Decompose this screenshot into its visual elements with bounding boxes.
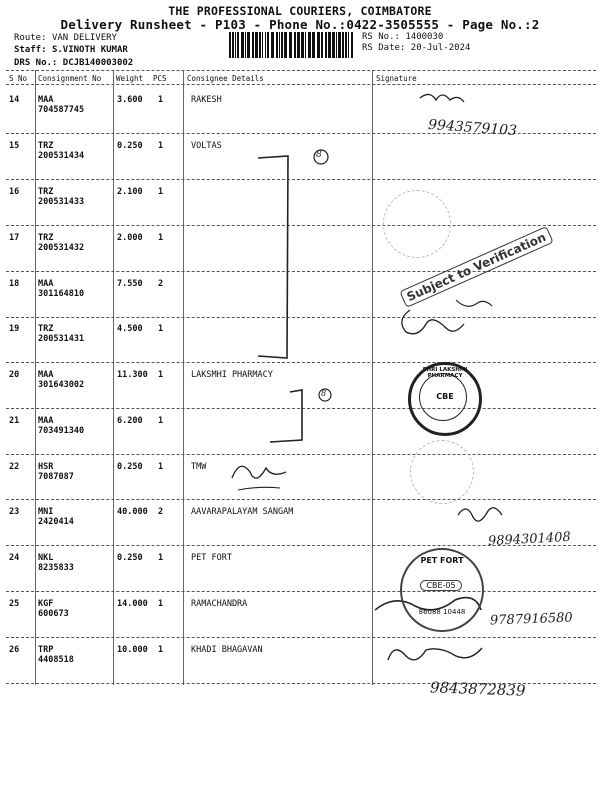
handwritten-phone: 9843872839	[429, 678, 526, 700]
row-consignee: PET FORT	[191, 553, 232, 563]
route-value: VAN DELIVERY	[51, 33, 117, 43]
row-sno: 15	[9, 141, 20, 151]
staff-value: S.VINOTH KUMAR	[51, 45, 128, 55]
row-weight: 0.250	[117, 553, 143, 563]
company-title: THE PROFESSIONAL COURIERS, COIMBATORE	[168, 4, 432, 18]
row-consignee: KHADI BHAGAVAN	[191, 645, 263, 655]
pharmacy-stamp-text: SHRI LAKSHMI PHARMACY	[422, 367, 468, 379]
row-consignment: NKL 8235833	[38, 553, 74, 573]
row-weight: 4.500	[117, 324, 143, 334]
row-pcs: 1	[158, 233, 164, 243]
petfort-stamp	[400, 548, 484, 632]
row-sno: 18	[9, 279, 20, 289]
row-pcs: 1	[158, 416, 164, 426]
row-consignment: MNI 2420414	[38, 507, 74, 527]
row-sno: 14	[9, 95, 20, 105]
signature-scribble	[456, 300, 492, 306]
pharmacy-stamp-center: CBE	[436, 392, 454, 401]
row-sno: 25	[9, 599, 20, 609]
petfort-stamp-center: CBE-05	[420, 580, 462, 591]
circled-number: 8	[316, 150, 322, 160]
row-weight: 2.000	[117, 233, 143, 243]
row-pcs: 1	[158, 95, 164, 105]
col-header-weight: Weight	[116, 74, 144, 83]
row-pcs: 1	[158, 645, 164, 655]
bracket-mark	[270, 390, 302, 442]
row-consignee: LAKSMHI PHARMACY	[191, 370, 273, 380]
row-pcs: 1	[158, 187, 164, 197]
row-pcs: 1	[158, 324, 164, 334]
row-sno: 23	[9, 507, 20, 517]
signature-scribble	[238, 487, 280, 490]
row-sno: 21	[9, 416, 20, 426]
row-weight: 7.550	[117, 279, 143, 289]
col-header-consignment: Consignment No	[38, 74, 102, 83]
row-weight: 10.000	[117, 645, 148, 655]
faded-stamp	[383, 190, 451, 258]
row-sno: 20	[9, 370, 20, 380]
circled-number: 8	[321, 389, 327, 398]
handwritten-phone: 9943579103	[427, 116, 518, 140]
row-pcs: 1	[158, 141, 164, 151]
row-consignment: TRZ 200531431	[38, 324, 85, 344]
row-consignee: TMW	[191, 462, 207, 472]
drs-label: DRS No.:	[14, 58, 58, 68]
row-consignment: MAA 301643002	[38, 370, 85, 390]
staff-label: Staff:	[14, 45, 47, 55]
route-label: Route:	[14, 33, 47, 43]
row-sno: 22	[9, 462, 20, 472]
row-pcs: 1	[158, 599, 164, 609]
rs-date-label: RS Date:	[362, 43, 406, 53]
row-pcs: 2	[158, 507, 164, 517]
row-consignment: TRP 4408518	[38, 645, 74, 665]
signature-scribble	[420, 94, 464, 102]
signature-scribble	[402, 310, 464, 334]
row-consignee: RAMACHANDRA	[191, 599, 248, 609]
row-consignment: TRZ 200531433	[38, 187, 85, 207]
row-consignment: HSR 7087087	[38, 462, 74, 482]
row-pcs: 2	[158, 279, 164, 289]
signature-scribble	[232, 466, 286, 478]
col-header-sno: S No	[9, 74, 28, 83]
verification-stamp: Subject to Verification	[399, 226, 553, 308]
row-sno: 17	[9, 233, 20, 243]
row-consignee: RAKESH	[191, 95, 222, 105]
row-weight: 11.300	[117, 370, 148, 380]
row-sno: 16	[9, 187, 20, 197]
signature-scribble	[458, 508, 502, 521]
bracket-mark	[258, 156, 288, 358]
runsheet-subtitle: Delivery Runsheet - P103 - Phone No.:0422-3505555 - Page No.:2	[60, 17, 540, 32]
rs-date-value: 20-Jul-2024	[410, 43, 471, 53]
row-consignment: MAA 703491340	[38, 416, 85, 436]
row-consignment: TRZ 200531434	[38, 141, 85, 161]
handwritten-phone: 9894301408	[487, 529, 572, 550]
row-consignee: AAVARAPALAYAM SANGAM	[191, 507, 294, 517]
col-header-pcs: PCS	[153, 74, 167, 83]
handwritten-phone: 9787916580	[489, 610, 573, 629]
rs-no-value: 1400030	[405, 32, 444, 42]
signature-scribble	[388, 648, 482, 660]
row-weight: 0.250	[117, 462, 143, 472]
row-consignment: MAA 301164810	[38, 279, 85, 299]
row-consignee: VOLTAS	[191, 141, 222, 151]
col-header-signature: Signature	[376, 74, 417, 83]
petfort-stamp-bottom: 86088 10448	[418, 608, 466, 616]
row-consignment: TRZ 200531432	[38, 233, 85, 253]
row-weight: 14.000	[117, 599, 148, 609]
row-consignment: MAA 704587745	[38, 95, 85, 115]
col-header-consignee: Consignee Details	[187, 74, 264, 83]
row-sno: 26	[9, 645, 20, 655]
row-weight: 0.250	[117, 141, 143, 151]
row-sno: 19	[9, 324, 20, 334]
row-pcs: 1	[158, 370, 164, 380]
row-weight: 2.100	[117, 187, 143, 197]
row-weight: 40.000	[117, 507, 148, 517]
rs-no-label: RS No.:	[362, 32, 400, 42]
row-sno: 24	[9, 553, 20, 563]
faded-stamp	[410, 440, 474, 504]
row-consignment: KGF 600673	[38, 599, 69, 619]
pharmacy-stamp	[408, 362, 482, 436]
drs-value: DCJB140003002	[62, 58, 134, 68]
row-weight: 3.600	[117, 95, 143, 105]
row-pcs: 1	[158, 462, 164, 472]
row-pcs: 1	[158, 553, 164, 563]
petfort-stamp-text: PET FORT	[420, 556, 464, 565]
row-weight: 6.200	[117, 416, 143, 426]
